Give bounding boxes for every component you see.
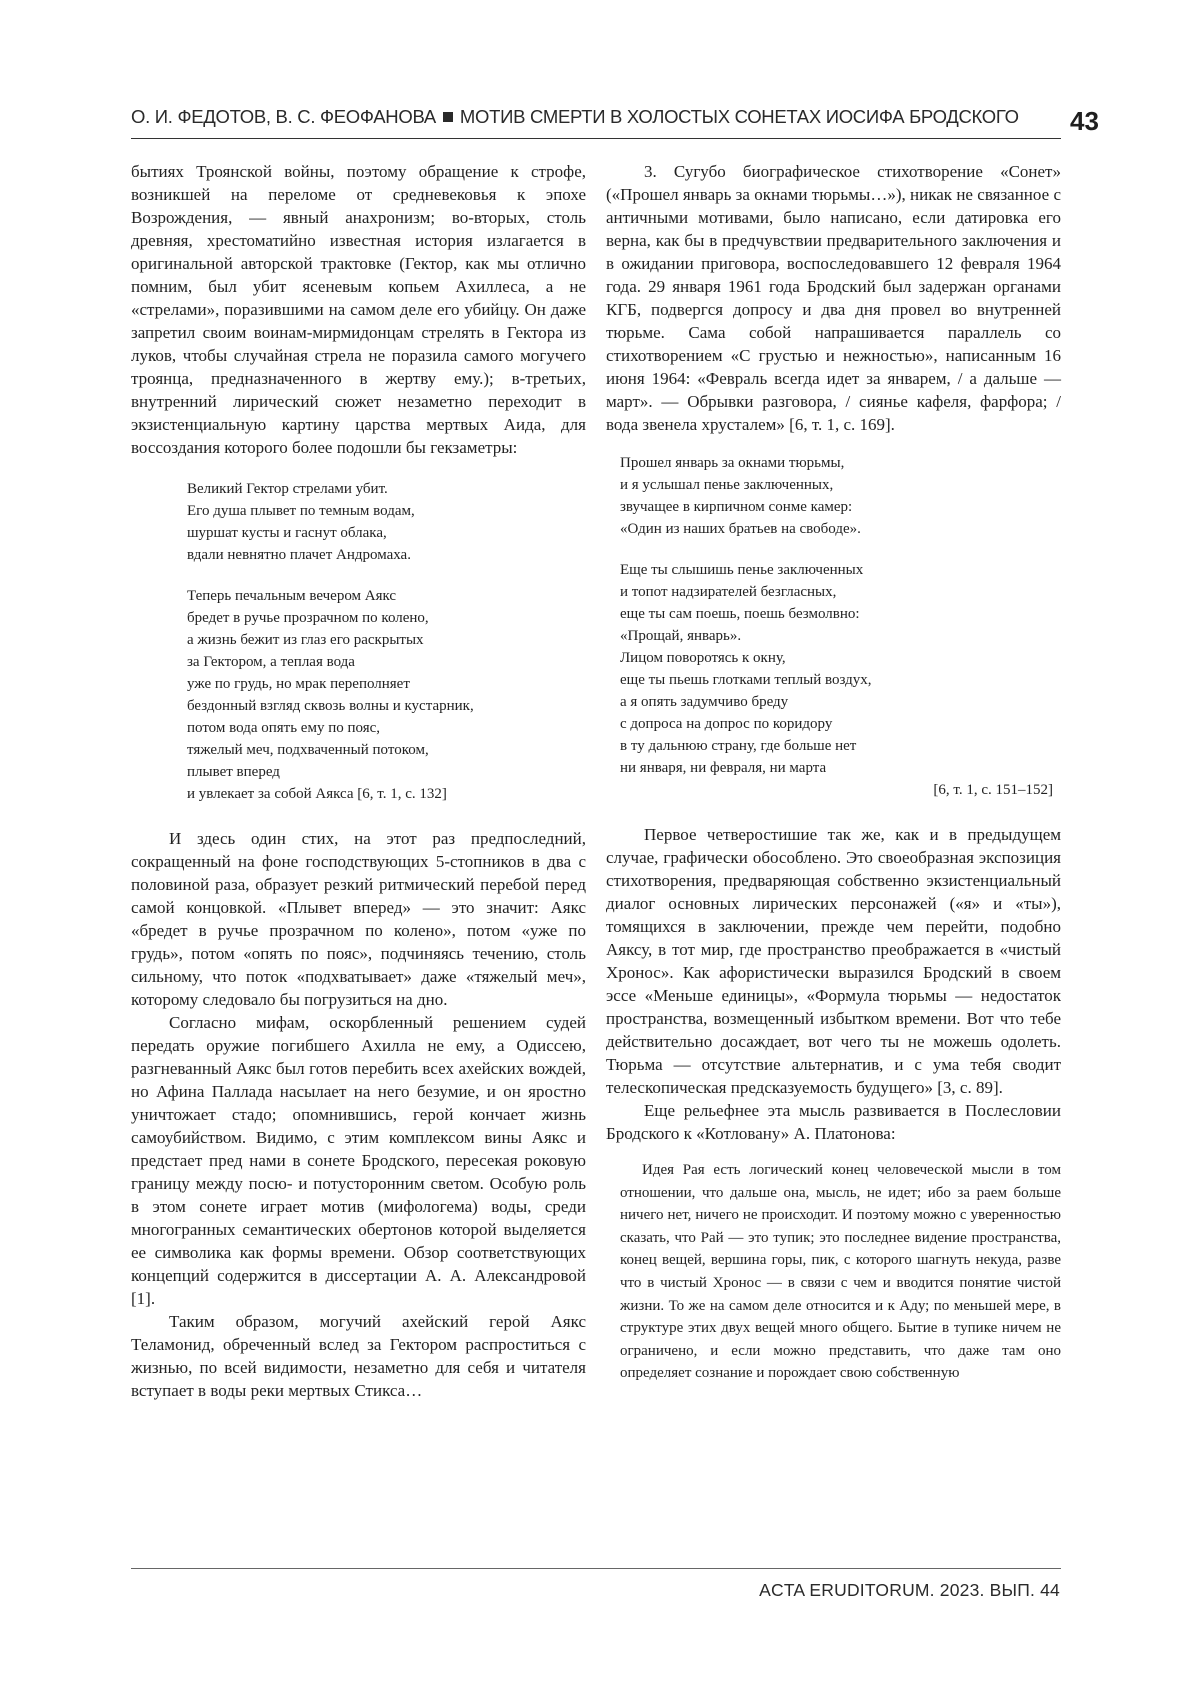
- verse-line: Его душа плывет по темным водам,: [187, 503, 415, 519]
- verse-line: звучащее в кирпичном сонме камер:: [620, 499, 853, 515]
- left-verse-stanza-2: [131, 585, 586, 805]
- verse-line: шуршат кусты и гаснут облака,: [187, 525, 387, 541]
- left-paragraph-3: Согласно мифам, оскорбленный решением судей передать оружие погибшего Ахилла не ему, а Одиссею, разгневанный Аякс был готов перебить всех ахейских вождей, но Афина Паллада насылает на него безумие, и он яростно уничтожает стадо; опомнившись, герой кончает жизнь самоубийством. Видимо, с этим комплексом вины Аякс и предстает пред нами в сонете Бродского, пересекая роковую границу между посю- и потусторонним светом. Особую роль в этом сонете играет мотив (мифологема) воды, среди многогранных семантических обертонов которой выделяется ее символика как формы времени. Обзор соответствующих концепций содержится в диссертации А. А. Александровой [1].: [131, 1013, 586, 1308]
- verse-line: а я опять задумчиво бреду: [620, 694, 789, 710]
- verse-line: Лицом поворотясь к окну,: [620, 650, 786, 666]
- verse-line: плывет вперед: [187, 764, 280, 780]
- right-paragraph-3: Еще рельефнее эта мысль развивается в Послесловии Бродского к «Котловану» А. Платонова:: [606, 1101, 1061, 1143]
- verse-line: за Гектором, а теплая вода: [187, 654, 355, 670]
- page-number: 43: [1070, 106, 1099, 136]
- right-verse-stanza-1: [606, 452, 1061, 540]
- left-paragraph-1: бытиях Троянской войны, поэтому обращение к строфе, возникшей на переломе от средневековья к эпохе Возрождения, — явный анахронизм; во-вторых, столь древняя, хрестоматийно известная история излагается в оригинальной авторской трактовке (Гектор, как мы отлично помним, был убит ясеневым копьем Ахиллеса, а не «стрелами», поразившими на самом деле его убийцу. Он даже запретил своим воинам-мирмидонцам стрелять в Гектора из луков, чтобы случайная стрела не поразила самого могучего троянца, предназначенного в жертву ему.); в-третьих, внутренний лирический сюжет незаметно переходит в экзистенциальную картину царства мертвых Аида, для воссоздания которого более подошли бы гекзаметры:: [131, 162, 586, 457]
- left-paragraph-2: И здесь один стих, на этот раз предпоследний, сокращенный на фоне господствующих 5-стопников в два с половиной раза, образует резкий ритмический перебой перед самой концовкой. «Плывет вперед» — это значит: Аякс «бредет в ручье прозрачном по колено», потом «уже по грудь», потом «опять по пояс», подчиняясь течению, столь сильному, что поток «подхватывает» даже «тяжелый меч», которому следовало бы погрузиться на дно.: [131, 829, 586, 1009]
- header-article-title: МОТИВ СМЕРТИ В ХОЛОСТЫХ СОНЕТАХ ИОСИФА БРОДСКОГО: [459, 106, 1019, 127]
- footer-rule: [131, 1568, 1061, 1569]
- right-column: [606, 160, 1061, 1385]
- verse-line: а жизнь бежит из глаз его раскрытых: [187, 632, 424, 648]
- right-paragraph-2: Первое четверостишие так же, как и в предыдущем случае, графически обособлено. Это своеобразная экспозиция стихотворения, предваряющая собственно экзистенциальный диалог основных лирических персонажей («я» и «ты»), томящихся в заключении, прежде чем перейти, подобно Аяксу, в тот мир, где пространство преображается в «чистый Хронос». Как афористически выразился Бродский в своем эссе «Меньше единицы», «Формула тюрьмы — недостаток пространства, возмещенный избытком времени. Вот что тебе действительно досаждает, вот чего ты не можешь одолеть. Тюрьма — отсутствие альтернатив, и с ума тебя сводит телескопическая предсказуемость будущего» [3, с. 89].: [606, 825, 1061, 1097]
- left-column: [131, 160, 586, 1402]
- verse-line: в ту дальнюю страну, где больше нет: [620, 738, 857, 754]
- verse-line: Теперь печальным вечером Аякс: [187, 588, 397, 604]
- verse-line: и увлекает за собой Аякса [6, т. 1, с. 132]: [187, 786, 447, 802]
- header-authors: О. И. ФЕДОТОВ, В. С. ФЕОФАНОВА: [131, 106, 436, 127]
- running-head: [131, 104, 1061, 139]
- right-verse-stanza-2: [606, 559, 1061, 801]
- verse-line: уже по грудь, но мрак переполняет: [187, 676, 410, 692]
- verse-line: бездонный взгляд сквозь волны и кустарник,: [187, 698, 474, 714]
- verse-line: еще ты сам поешь, поешь безмолвно:: [620, 606, 860, 622]
- verse-line: и я услышал пенье заключенных,: [620, 477, 834, 493]
- left-paragraph-4: Таким образом, могучий ахейский герой Аякс Теламонид, обреченный вслед за Гектором распроститься с жизнью, по всей видимости, незаметно для себя и читателя вступает в воды реки мертвых Стикса…: [131, 1312, 586, 1400]
- verse-line: с допроса на допрос по коридору: [620, 716, 833, 732]
- left-verse-stanza-1: [131, 478, 586, 566]
- block-quote: Идея Рая есть логический конец человеческой мысли в том отношении, что дальше она, мысль, не идет; ибо за раем больше ничего нет, ничего не происходит. И поэтому можно с уверенностью сказать, что Рай — это тупик; это последнее видение пространства, конец вещей, вершина горы, пик, с которого шагнуть некуда, разве что в чистый Хронос — в связи с чем и вводится понятие чистой жизни. То же на самом деле относится и к Аду; по меньшей мере, в структуре этих двух вещей много общего. Бытие в тупике ничем не ограничено, и если можно представить, что даже там оно определяет сознание и порождает свою собственную: [620, 1162, 1061, 1382]
- verse-line: «Прощай, январь».: [620, 628, 742, 644]
- verse-line: и топот надзирателей безгласных,: [620, 584, 837, 600]
- verse-line: Прошел январь за окнами тюрьмы,: [620, 455, 845, 471]
- verse-line: тяжелый меч, подхваченный потоком,: [187, 742, 429, 758]
- verse-line: ни января, ни февраля, ни марта: [620, 760, 827, 776]
- verse-line: бредет в ручье прозрачном по колено,: [187, 610, 429, 626]
- verse-line: Великий Гектор стрелами убит.: [187, 481, 388, 497]
- verse-citation: [6, т. 1, с. 151–152]: [933, 782, 1053, 798]
- verse-line: потом вода опять ему по пояс,: [187, 720, 381, 736]
- verse-line: вдали невнятно плачет Андромаха.: [187, 547, 411, 563]
- running-head-text: [131, 106, 1061, 128]
- verse-line: «Один из наших братьев на свободе».: [620, 521, 861, 537]
- verse-line: еще ты пьешь глотками теплый воздух,: [620, 672, 872, 688]
- verse-line: Еще ты слышишь пенье заключенных: [620, 562, 864, 578]
- footer-journal: ACTA ERUDITORUM. 2023. ВЫП. 44: [759, 1580, 1060, 1600]
- square-bullet-icon: [443, 112, 453, 122]
- right-paragraph-1: 3. Сугубо биографическое стихотворение «Сонет» («Прошел январь за окнами тюрьмы…»), никак не связанное с античными мотивами, было написано, если датировка его верна, как бы в предчувствии предварительного заключения и в ожидании приговора, воспоследовавшего 12 февраля 1964 года. 29 января 1961 года Бродский был задержан органами КГБ, подвергся допросу и два дня провел во внутренней тюрьме. Сама собой напрашивается параллель со стихотворением «С грустью и нежностью», написанным 16 июня 1964: «Февраль всегда идет за январем, / а дальше — март». — Обрывки разговора, / сиянье кафеля, фарфора; / вода звенела хрусталем» [6, т. 1, с. 169].: [606, 162, 1061, 434]
